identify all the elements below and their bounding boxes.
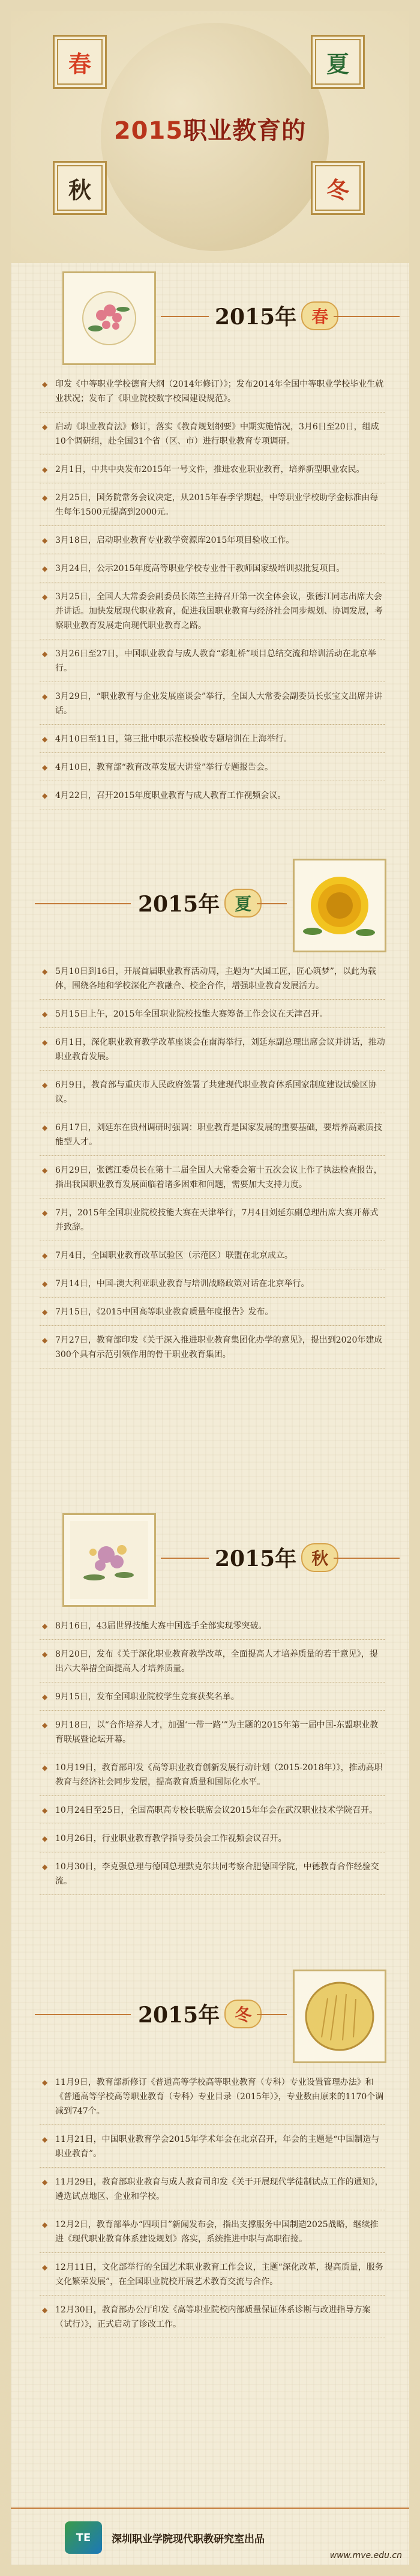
event-list: [11, 2072, 409, 2338]
season-box-spring: 春: [53, 35, 107, 89]
section-year: 2015年: [215, 304, 297, 330]
list-item: ◆ 2月1日，中共中央发布2015年一号文件，推进农业职业教育，培养新型职业农民。: [40, 459, 385, 483]
season-badge: 春: [301, 301, 338, 330]
list-item: ◆ 10月24日至25日，全国高职高专校长联席会议2015年年会在武汉职业技术学院召开。: [40, 1800, 385, 1824]
event-list: [11, 373, 409, 809]
list-item: ◆ 2月25日，国务院常务会议决定，从2015年春季学期起，中等职业学校助学金标准由每生每年1500元提高到2000元。: [40, 487, 385, 526]
divider-line: [35, 2014, 131, 2015]
section-winter: [11, 1970, 409, 2342]
list-item: ◆ 3月25日，全国人大常委会副委员长陈竺主持召开第一次全体会议，张德江同志出席大会并讲话。加快发展现代职业教育，促进我国职业教育与经济社会同步规划、协调发展，考察职业教育发展走向现代职业教育之路。: [40, 586, 385, 639]
list-item: ◆ 6月17日，刘延东在贵州调研时强调：职业教育是国家发展的重要基础，要培养高素质技能型人才。: [40, 1117, 385, 1156]
list-item: ◆ 12月30日，教育部办公厅印发《高等职业院校内部质量保证体系诊断与改进指导方案（试行）》，正式启动了诊改工作。: [40, 2299, 385, 2338]
section-year: 2015年: [215, 1546, 297, 1571]
season-badge: 秋: [301, 1543, 338, 1572]
list-item: ◆ 10月26日，行业职业教育教学指导委员会工作视频会议召开。: [40, 1828, 385, 1852]
footer: [11, 2508, 409, 2566]
list-item: ◆ 11月29日，教育部职业教育与成人教育司印发《关于开展现代学徒制试点工作的通知》，遴选试点地区、企业和学校。: [40, 2171, 385, 2210]
list-item: ◆ 8月16日，43届世界技能大赛中国选手全部实现零突破。: [40, 1615, 385, 1640]
list-item: ◆ 6月29日，张德江委员长在第十二届全国人大常委会第十五次会议上作了执法检查报告，指出我国职业教育发展面临着诸多困难和问题，需要加大支持力度。: [40, 1160, 385, 1199]
list-item: ◆ 7月14日，中国-澳大利亚职业教育与培训战略政策对话在北京举行。: [40, 1273, 385, 1298]
list-item: ◆ 4月10日至11日，第三批中职示范校验收专题培训在上海举行。: [40, 728, 385, 753]
list-item: ◆ 3月26日至27日，中国职业教育与成人教育“彩虹桥”项目总结交流和培训活动在北京举行。: [40, 643, 385, 682]
list-item: ◆ 12月2日，教育部举办“四项目”新闻发布会，指出支撑服务中国制造2025战略，继续推进《现代职业教育体系建设规划》落实，系统推进中职与高职衔接。: [40, 2214, 385, 2253]
list-item: ◆ 5月15日上午，2015年全国职业院校技能大赛筹备工作会议在天津召开。: [40, 1003, 385, 1028]
org-logo: TE: [65, 2521, 102, 2554]
section-autumn: [11, 1513, 409, 1899]
divider-line: [161, 316, 209, 317]
season-badge: 夏: [224, 889, 262, 918]
section-spring: [11, 271, 409, 813]
list-item: ◆ 12月11日，文化部举行的全国艺术职业教育工作会议，主题“深化改革，提高质量，服务文化繁荣发展”，在全国职业院校开展艺术教育交流与合作。: [40, 2257, 385, 2296]
section-header: [11, 859, 409, 949]
list-item: ◆ 6月1日，深化职业教育教学改革座谈会在南海举行，刘延东副总理出席会议并讲话，推动职业教育发展。: [40, 1032, 385, 1071]
divider-line: [257, 903, 287, 904]
list-item: ◆ 7月15日，《2015中国高等职业教育质量年度报告》发布。: [40, 1301, 385, 1326]
list-item: ◆ 11月9日，教育部新修订《普通高等学校高等职业教育（专科）专业设置管理办法》和《普通高等学校高等职业教育（专科）专业目录（2015年）》，专业数由原来的1170个调减到747个。: [40, 2072, 385, 2125]
divider-line: [334, 316, 400, 317]
list-item: ◆ 10月19日，教育部印发《高等职业教育创新发展行动计划（2015-2018年）》，推动高职教育与经济社会同步发展，提高教育质量和国际化水平。: [40, 1757, 385, 1796]
event-list: [11, 961, 409, 1368]
section-title: [215, 300, 338, 331]
list-item: ◆ 印发《中等职业学校德育大纲（2014年修订）》；发布2014年全国中等职业学校毕业生就业状况；发布了《职业院校数字校园建设规范》。: [40, 373, 385, 413]
list-item: ◆ 7月4日，全国职业教育改革试验区（示范区）联盟在北京成立。: [40, 1245, 385, 1269]
page-title: [11, 112, 409, 146]
section-header: [11, 1513, 409, 1603]
divider-line: [35, 903, 131, 904]
list-item: ◆ 5月10日到16日，开展首届职业教育活动周，主题为“大国工匠，匠心筑梦”，以此为载体，围绕各地和学校深化产教融合、校企合作，增强职业教育发展活力。: [40, 961, 385, 1000]
list-item: ◆ 4月10日，教育部“教育改革发展大讲堂”举行专题报告会。: [40, 757, 385, 781]
flower-image: [293, 1970, 386, 2063]
footer-org-text: 深圳职业学院现代职教研究室出品: [112, 2533, 265, 2545]
season-box-summer: 夏: [311, 35, 365, 89]
section-title: [138, 887, 262, 918]
list-item: ◆ 4月22日，召开2015年度职业教育与成人教育工作视频会议。: [40, 785, 385, 809]
list-item: ◆ 3月18日，启动职业教育专业教学资源库2015年项目验收工作。: [40, 530, 385, 554]
list-item: ◆ 6月9日，教育部与重庆市人民政府签署了共建现代职业教育体系国家制度建设试验区协议。: [40, 1074, 385, 1113]
event-list: [11, 1615, 409, 1895]
page-title-text: 职业教育的: [183, 117, 307, 145]
section-header: [11, 1970, 409, 2060]
footer-url[interactable]: www.mve.edu.cn: [329, 2551, 402, 2560]
season-box-winter: 冬: [311, 161, 365, 215]
season-badge: 冬: [224, 2000, 262, 2028]
season-box-autumn: 秋: [53, 161, 107, 215]
section-year: 2015年: [138, 892, 220, 917]
page-title-year: 2015: [113, 117, 184, 145]
section-title: [215, 1542, 338, 1573]
list-item: ◆ 启动《职业教育法》修订，落实《教育规划纲要》中期实施情况，3月6日至20日，组成10个调研组，赴全国31个省（区、市）进行职业教育专项调研。: [40, 416, 385, 455]
flower-image: [293, 859, 386, 952]
section-header: [11, 271, 409, 361]
header-banner: [11, 11, 409, 263]
section-year: 2015年: [138, 2003, 220, 2028]
divider-line: [161, 1558, 209, 1559]
divider-line: [257, 2014, 287, 2015]
list-item: ◆ 11月21日，中国职业教育学会2015年学术年会在北京召开，年会的主题是“中国制造与职业教育”。: [40, 2129, 385, 2168]
flower-image: [62, 271, 156, 365]
flower-image: [62, 1513, 156, 1607]
list-item: ◆ 3月24日，公示2015年度高等职业学校专业骨干教师国家级培训拟批复项目。: [40, 558, 385, 582]
list-item: ◆ 9月18日，以“合作培养人才，加强‘一带一路’”为主题的2015年第一届中国-东盟职业教育联展暨论坛开幕。: [40, 1714, 385, 1753]
list-item: ◆ 7月27日，教育部印发《关于深入推进职业教育集团化办学的意见》，提出到2020年建成300个具有示范引领作用的骨干职业教育集团。: [40, 1329, 385, 1368]
section-title: [138, 1998, 262, 2029]
list-item: ◆ 3月29日，“职业教育与企业发展座谈会”举行，全国人大常委会副委员长张宝文出席并讲话。: [40, 686, 385, 725]
list-item: ◆ 10月30日，李克强总理与德国总理默克尔共同考察合肥德国学院，中德教育合作经验交流。: [40, 1856, 385, 1895]
list-item: ◆ 9月15日，发布全国职业院校学生竞赛获奖名单。: [40, 1686, 385, 1711]
list-item: ◆ 8月20日，发布《关于深化职业教育教学改革，全面提高人才培养质量的若干意见》，提出六大举措全面提高人才培养质量。: [40, 1643, 385, 1683]
divider-line: [334, 1558, 400, 1559]
section-summer: [11, 859, 409, 1372]
list-item: ◆ 7月，2015年全国职业院校技能大赛在天津举行，7月4日刘延东副总理出席大赛开幕式并致辞。: [40, 1202, 385, 1241]
